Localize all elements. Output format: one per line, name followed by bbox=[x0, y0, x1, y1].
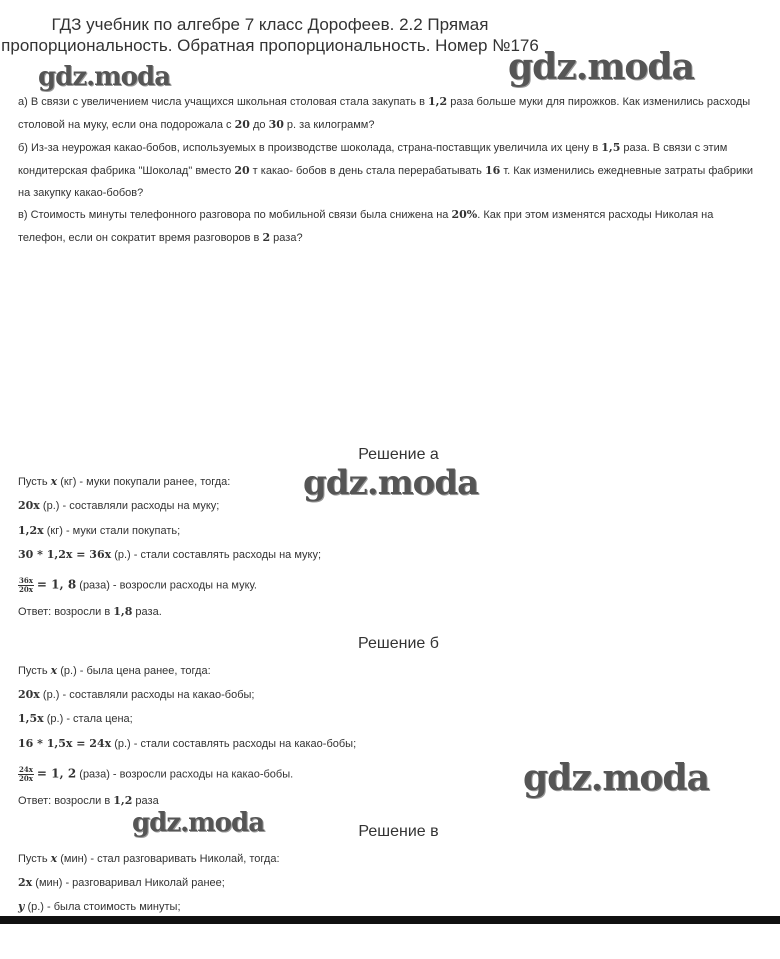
task-c: в) Стоимость минуты телефонного разговора по мобильной связи была снижена на 20%. Как при этом изменятся расходы Николая на телефон, если он сократит время разговоров в 2 раза? bbox=[18, 208, 714, 244]
solution-a-line: 20x (р.) - составляли расходы на муку; bbox=[18, 499, 220, 512]
solution-b-heading: Решение б bbox=[358, 635, 439, 652]
fraction: $\frac{24x}{20x}$ bbox=[19, 765, 33, 783]
watermark-logo: gdz.moda bbox=[523, 757, 709, 799]
solution-c-heading: Решение в bbox=[358, 823, 439, 840]
bottom-bar bbox=[0, 916, 780, 924]
solution-c-line: 2x (мин) - разговаривал Николай ранее; bbox=[18, 876, 225, 889]
solution-c-line: Пусть x (мин) - стал разговаривать Николай, тогда: bbox=[18, 852, 280, 865]
solution-b-line: 1,5x (р.) - стала цена; bbox=[18, 712, 133, 725]
solution-b-line: 16 * 1,5x = 24x (р.) - стали составлять расходы на какао-бобы; bbox=[18, 737, 357, 750]
solution-c-line: y (р.) - была стоимость минуты; bbox=[18, 900, 181, 913]
solution-b-answer: Ответ: возросли в 1,2 раза bbox=[18, 794, 159, 807]
task-a: а) В связи с увеличением числа учащихся школьная столовая стала закупать в 1,2 раза больше муки для пирожков. Как изменились расходы столовой на муку, если она подорожала с 20 до 30 р. за килограмм? bbox=[18, 95, 751, 131]
solution-a-line: 30 * 1,2x = 36x (р.) - стали составлять расходы на муку; bbox=[18, 548, 321, 561]
solution-a-line: Пусть x (кг) - муки покупали ранее, тогда: bbox=[18, 475, 231, 488]
fraction: $\frac{36x}{20x}$ bbox=[19, 576, 33, 594]
solution-a-line: $\frac{36x}{20x}$ = 1, 8 (раза) - возросли расходы на муку. bbox=[19, 576, 257, 594]
watermark-logo: gdz.moda bbox=[38, 62, 171, 92]
solution-a-line: 1,2x (кг) - муки стали покупать; bbox=[18, 524, 181, 537]
watermark-logo: gdz.moda bbox=[132, 808, 265, 838]
solution-b-line: Пусть x (р.) - была цена ранее, тогда: bbox=[18, 664, 211, 677]
task-b: б) Из-за неурожая какао-бобов, используемых в производстве шоколада, страна-поставщик увеличила их цену в 1,5 раза. В связи с этим кондитерская фабрика "Шоколад" вместо 20 т какао- бобов в день стала перерабатывать 16 т. Как изменились ежедневные затраты фабрики на закупку какао-бобов? bbox=[18, 141, 754, 199]
solution-b-line: 20x (р.) - составляли расходы на какао-бобы; bbox=[18, 688, 255, 701]
page-title: ГДЗ учебник по алгебре 7 класс Дорофеев. 2.2 Прямая пропорциональность. Обратная пропорциональность. Номер №176 bbox=[1, 15, 539, 55]
solution-a-heading: Решение а bbox=[358, 446, 439, 463]
solution-a-answer: Ответ: возросли в 1,8 раза. bbox=[18, 605, 162, 618]
solution-b-line: $\frac{24x}{20x}$ = 1, 2 (раза) - возросли расходы на какао-бобы. bbox=[19, 765, 294, 783]
watermark-logo: gdz.moda bbox=[508, 46, 694, 88]
watermark-logo: gdz.moda bbox=[303, 463, 479, 503]
